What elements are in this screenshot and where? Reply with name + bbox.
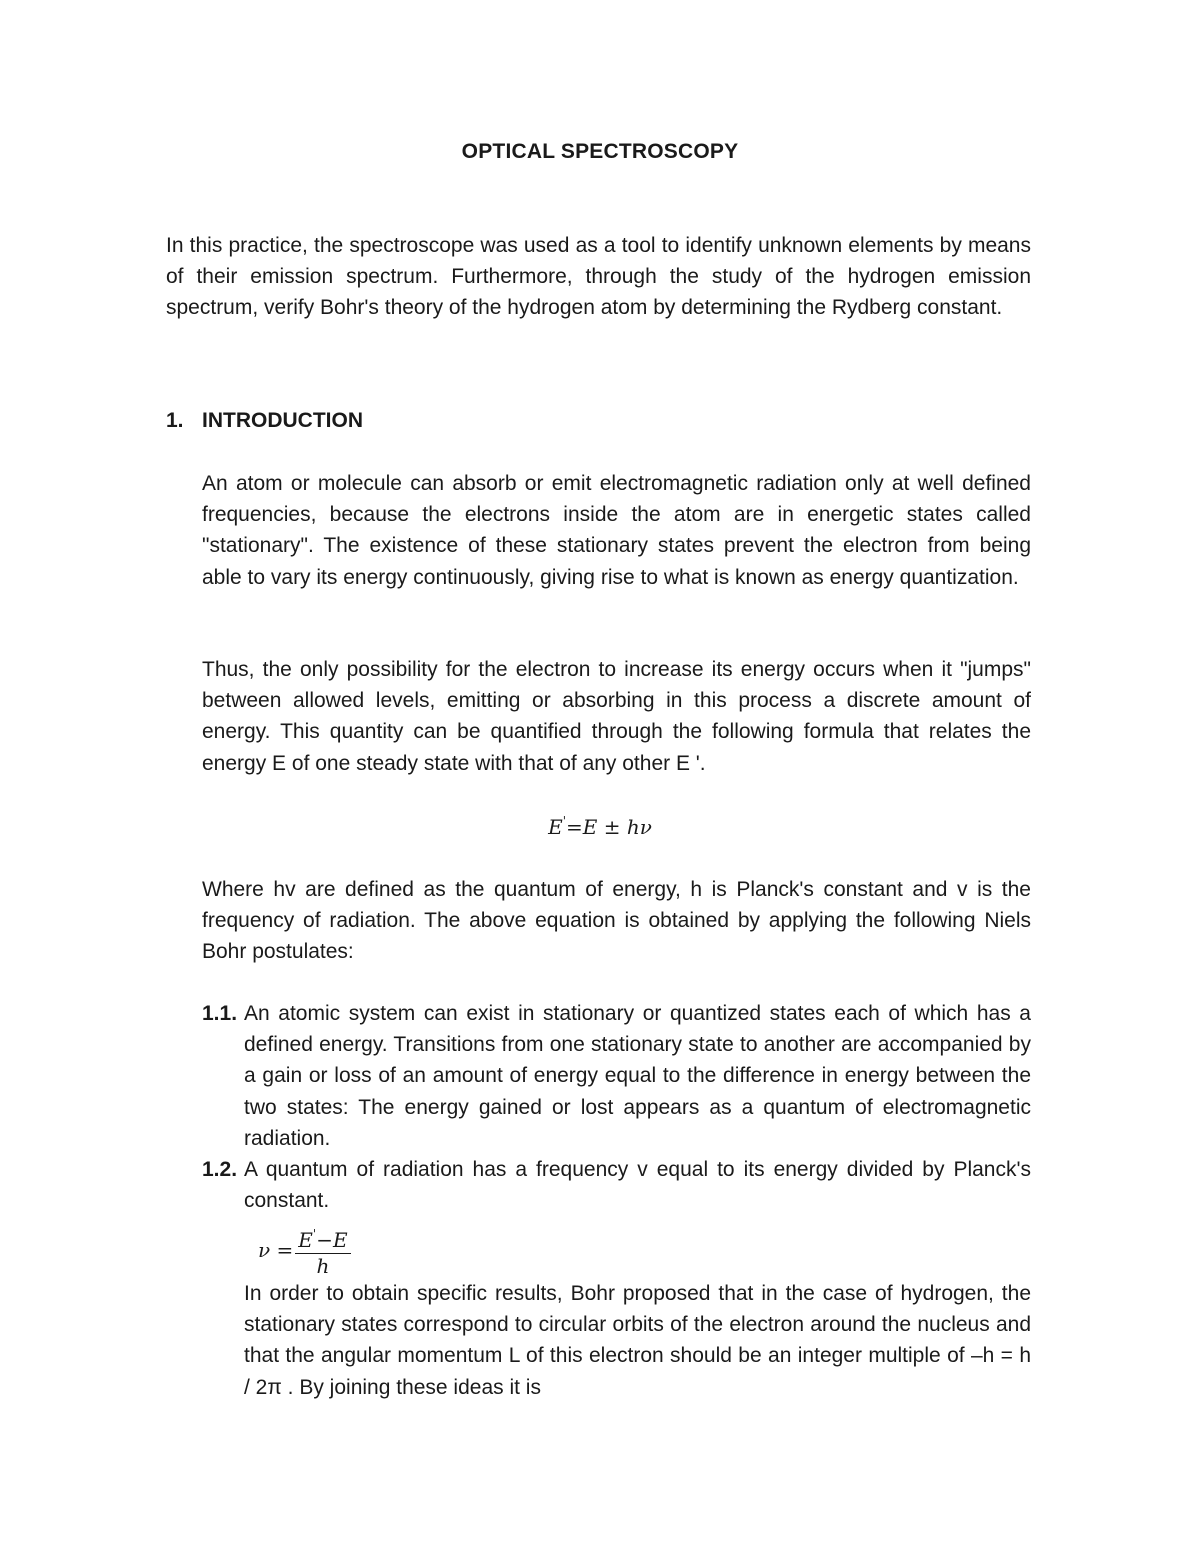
fraction <box>295 1222 350 1278</box>
postulate-number: 1.1. <box>202 1002 238 1025</box>
postulate-text: An atomic system can exist in stationary or quantized states each of which has a defined energy. Transitions from one stationary state to another are accompanied by a gain or loss of an amount of energy equal to the difference in energy between the two states: The energy gained or lost appears as a quantum of electromagnetic radiation. <box>244 1002 1031 1150</box>
intro-paragraph-1: An atom or molecule can absorb or emit electromagnetic radiation only at well defined frequencies, because the electrons inside the atom are in energetic states called "stationary". The existence of these stationary states prevent the electron from being able to vary its energy continuously, giving rise to what is known as energy quantization. <box>202 472 1031 589</box>
equation-lhs: E <box>548 815 563 839</box>
frequency-equation-lhs: ν = <box>258 1238 294 1262</box>
numerator-prime: ' <box>312 1227 317 1241</box>
intro-paragraph-2: Thus, the only possibility for the electron to increase its energy occurs when it "jumps" between allowed levels, emitting or absorbing in this process a discrete amount of energy. This quantity can be quantified through the following formula that relates the energy E of one steady state with that of any other E '. <box>202 658 1031 775</box>
energy-equation <box>0 814 1200 839</box>
postulate-text: A quantum of radiation has a frequency v equal to its energy divided by Planck's constant. <box>244 1158 1031 1213</box>
postulate-item <box>202 1154 1031 1216</box>
section-number: 1. <box>166 409 184 432</box>
section-heading <box>166 405 363 436</box>
intro-paragraph-3: Where hv are defined as the quantum of energy, h is Planck's constant and v is the frequency of radiation. The above equation is obtained by applying the following Niels Bohr postulates: <box>202 878 1031 964</box>
document-title: OPTICAL SPECTROSCOPY <box>461 140 739 163</box>
fraction-denominator: h <box>316 1254 330 1278</box>
numerator-term: −E <box>316 1228 348 1252</box>
bohr-paragraph: In order to obtain specific results, Bohr proposed that in the case of hydrogen, the stationary states correspond to circular orbits of the electron around the nucleus and that the angular momentum L of this electron should be an integer multiple of –h = h / 2π . By joining these ideas it is <box>244 1282 1031 1399</box>
equation-rhs: =E ± hν <box>566 815 652 839</box>
fraction-numerator <box>295 1222 350 1254</box>
postulate-number: 1.2. <box>202 1158 238 1181</box>
section-title: INTRODUCTION <box>202 409 363 432</box>
abstract-paragraph: In this practice, the spectroscope was used as a tool to identify unknown elements by means of their emission spectrum. Furthermore, through the study of the hydrogen emission spectrum, verify Bohr's theory of the hydrogen atom by determining the Rydberg constant. <box>166 234 1031 320</box>
frequency-equation <box>258 1222 351 1278</box>
postulate-item <box>202 998 1031 1154</box>
numerator-term: E <box>298 1228 313 1252</box>
equation-prime: ' <box>562 814 567 828</box>
